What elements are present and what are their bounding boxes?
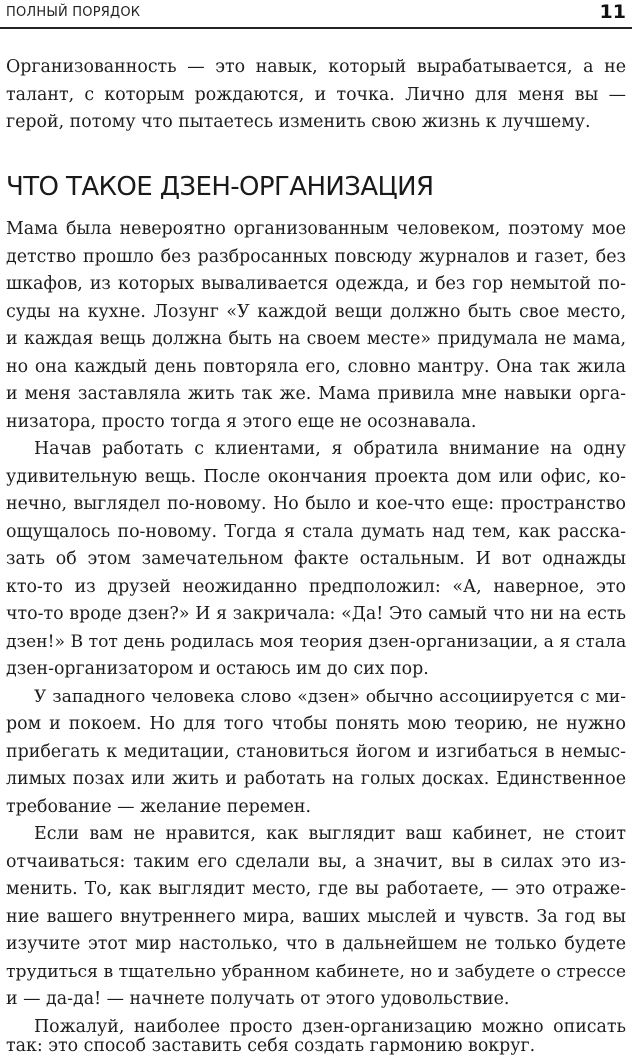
text-line: ощущалось по-новому. Тогда я стала думать над тем, как расска- (6, 522, 626, 542)
text-line: трудиться в тщательно убранном кабинете, но и забудете о стрессе (6, 962, 627, 982)
text-line: что-то вроде дзен?» И я закричала: «Да! Это самый что ни на есть (6, 604, 626, 624)
text-line: прибегать к медитации, становиться йогом и изгибаться в немыс- (6, 742, 626, 762)
text-line: отчаиваться: таким его сделали вы, а значит, вы в силах это из- (6, 852, 626, 872)
text-line: так: это способ заставить себя создать гармонию вокруг. (6, 1036, 536, 1056)
text-line: герой, потому что пытаетесь изменить свою жизнь к лучшему. (6, 112, 591, 132)
text-line: и каждая вещь должна быть на своем месте» придумала не мама, (6, 329, 626, 349)
text-line: ром и покоем. Но для того чтобы понять мою теорию, не нужно (6, 714, 626, 734)
text-line: и — да-да! — начнете получать от этого удовольствие. (6, 989, 510, 1009)
page-header (0, 0, 632, 34)
text-line: удивительную вещь. После окончания проекта дом или офис, ко- (6, 467, 626, 487)
text-line: ние вашего внутреннего мира, ваших мыслей и чувств. За год вы (6, 907, 626, 927)
page-number: 11 (599, 1, 626, 23)
text-line: но она каждый день повторяла его, словно мантру. Она так жила (6, 357, 626, 377)
running-head: ПОЛНЫЙ ПОРЯДОК (6, 5, 141, 20)
section-heading: ЧТО ТАКОЕ ДЗЕН-ОРГАНИЗАЦИЯ (6, 172, 434, 202)
text-line: детство прошло без разбросанных повсюду журналов и газет, без (6, 247, 626, 267)
text-line: Пожалуй, наиболее просто дзен-организацию можно описать (34, 1017, 626, 1037)
text-line: Организованность — это навык, который вырабатывается, а не (6, 57, 626, 77)
header-rule (0, 27, 632, 29)
text-line: кто-то из друзей неожиданно предположил: «А, наверное, это (6, 577, 626, 597)
text-line: изучите этот мир настолько, что в дальнейшем не только будете (6, 934, 626, 954)
text-line: лимых позах или жить и работать на голых досках. Единственное (6, 769, 626, 789)
text-line: низатора, просто тогда я этого еще не осознавала. (6, 412, 477, 432)
text-line: дзен!» В тот день родилась моя теория дзен-организации, а я стала (6, 632, 627, 652)
text-line: нечно, выглядел по-новому. Но было и кое-что еще: пространство (6, 494, 626, 514)
text-line: суды на кухне. Лозунг «У каждой вещи должно быть свое место, (6, 302, 626, 322)
text-line: и меня заставляла жить так же. Мама привила мне навыки орга- (6, 384, 626, 404)
text-line: талант, с которым рождаются, и точка. Лично для меня вы — (6, 85, 626, 105)
text-line: У западного человека слово «дзен» обычно ассоциируется с ми- (34, 687, 626, 707)
text-line: Начав работать с клиентами, я обратила внимание на одну (34, 439, 626, 459)
text-line: Если вам не нравится, как выглядит ваш кабинет, не стоит (34, 824, 626, 844)
text-line: дзен-организатором и остаюсь им до сих пор. (6, 659, 429, 679)
text-line: менить. То, как выглядит место, где вы работаете, — это отраже- (6, 879, 626, 899)
text-line: требование — желание перемен. (6, 797, 312, 817)
text-line: шкафов, из которых вываливается одежда, и без гор немытой по- (6, 274, 626, 294)
text-line: Мама была невероятно организованным человеком, поэтому мое (6, 219, 626, 239)
text-line: зать об этом замечательном факте остальным. И вот однажды (6, 549, 626, 569)
